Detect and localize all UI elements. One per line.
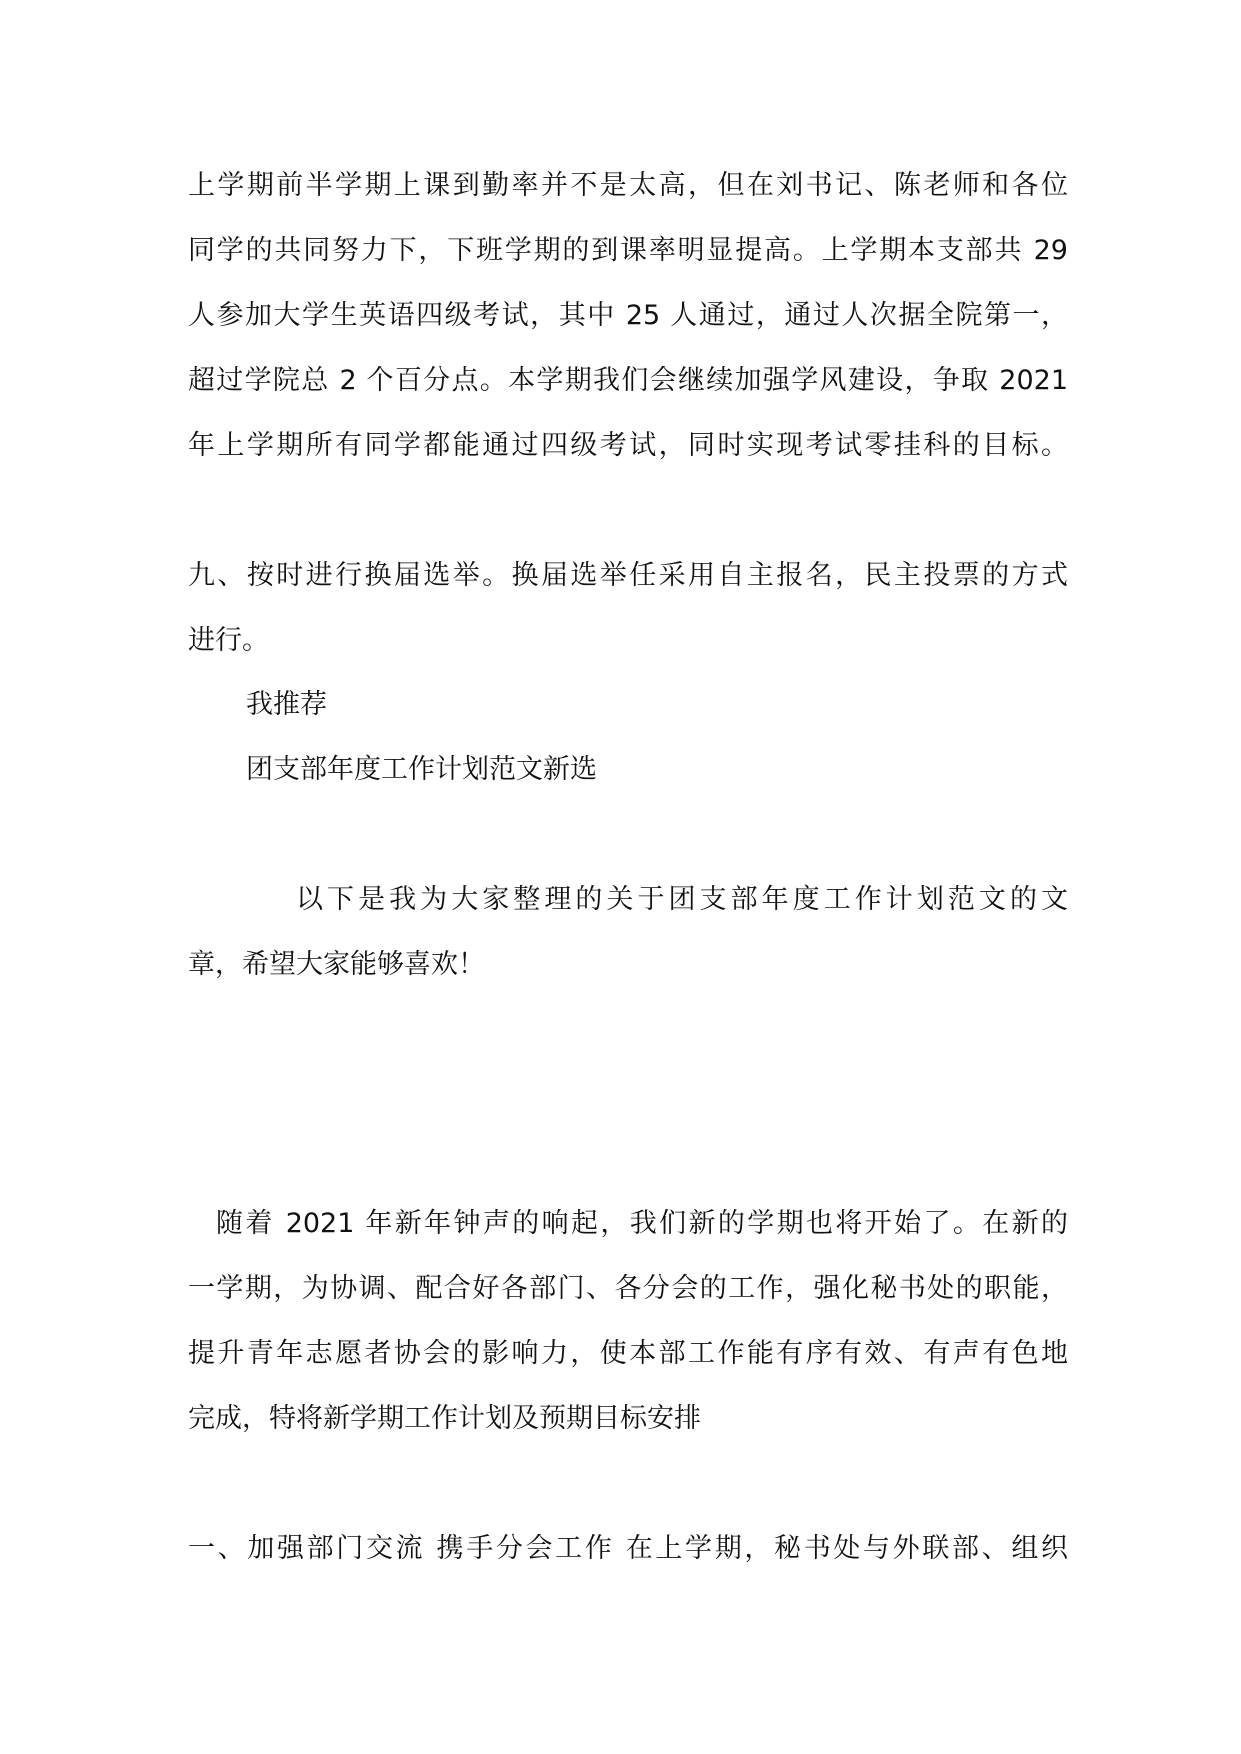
section-one-line-1: 一、加强部门交流 携手分会工作 在上学期，秘书处与外联部、组织 <box>188 1533 1068 1564</box>
body-line-2: 一学期，为协调、配合好各部门、各分会的工作，强化秘书处的职能， <box>188 1273 1068 1304</box>
body-line-1: 随着 2021 年新年钟声的响起，我们新的学期也将开始了。在新的 <box>216 1208 1068 1239</box>
section-nine-line-2: 进行。 <box>188 625 269 656</box>
intro-line-1: 以下是我为大家整理的关于团支部年度工作计划范文的文 <box>296 884 1068 915</box>
recommend-label: 我推荐 <box>246 689 327 720</box>
intro-line-2: 章，希望大家能够喜欢！ <box>188 949 485 980</box>
section-nine-line-1: 九、按时进行换届选举。换届选举任采用自主报名，民主投票的方式 <box>188 560 1068 591</box>
paragraph-line-5: 年上学期所有同学都能通过四级考试，同时实现考试零挂科的目标。 <box>188 430 1068 461</box>
body-line-3: 提升青年志愿者协会的影响力，使本部工作能有序有效、有声有色地 <box>188 1338 1068 1369</box>
paragraph-line-2: 同学的共同努力下，下班学期的到课率明显提高。上学期本支部共 29 <box>188 235 1068 266</box>
paragraph-line-1: 上学期前半学期上课到勤率并不是太高，但在刘书记、陈老师和各位 <box>188 170 1068 201</box>
recommend-title: 团支部年度工作计划范文新选 <box>246 754 597 785</box>
body-line-4: 完成，特将新学期工作计划及预期目标安排 <box>188 1403 701 1434</box>
paragraph-line-4: 超过学院总 2 个百分点。本学期我们会继续加强学风建设，争取 2021 <box>188 365 1068 396</box>
paragraph-line-3: 人参加大学生英语四级考试，其中 25 人通过，通过人次据全院第一， <box>188 300 1068 331</box>
